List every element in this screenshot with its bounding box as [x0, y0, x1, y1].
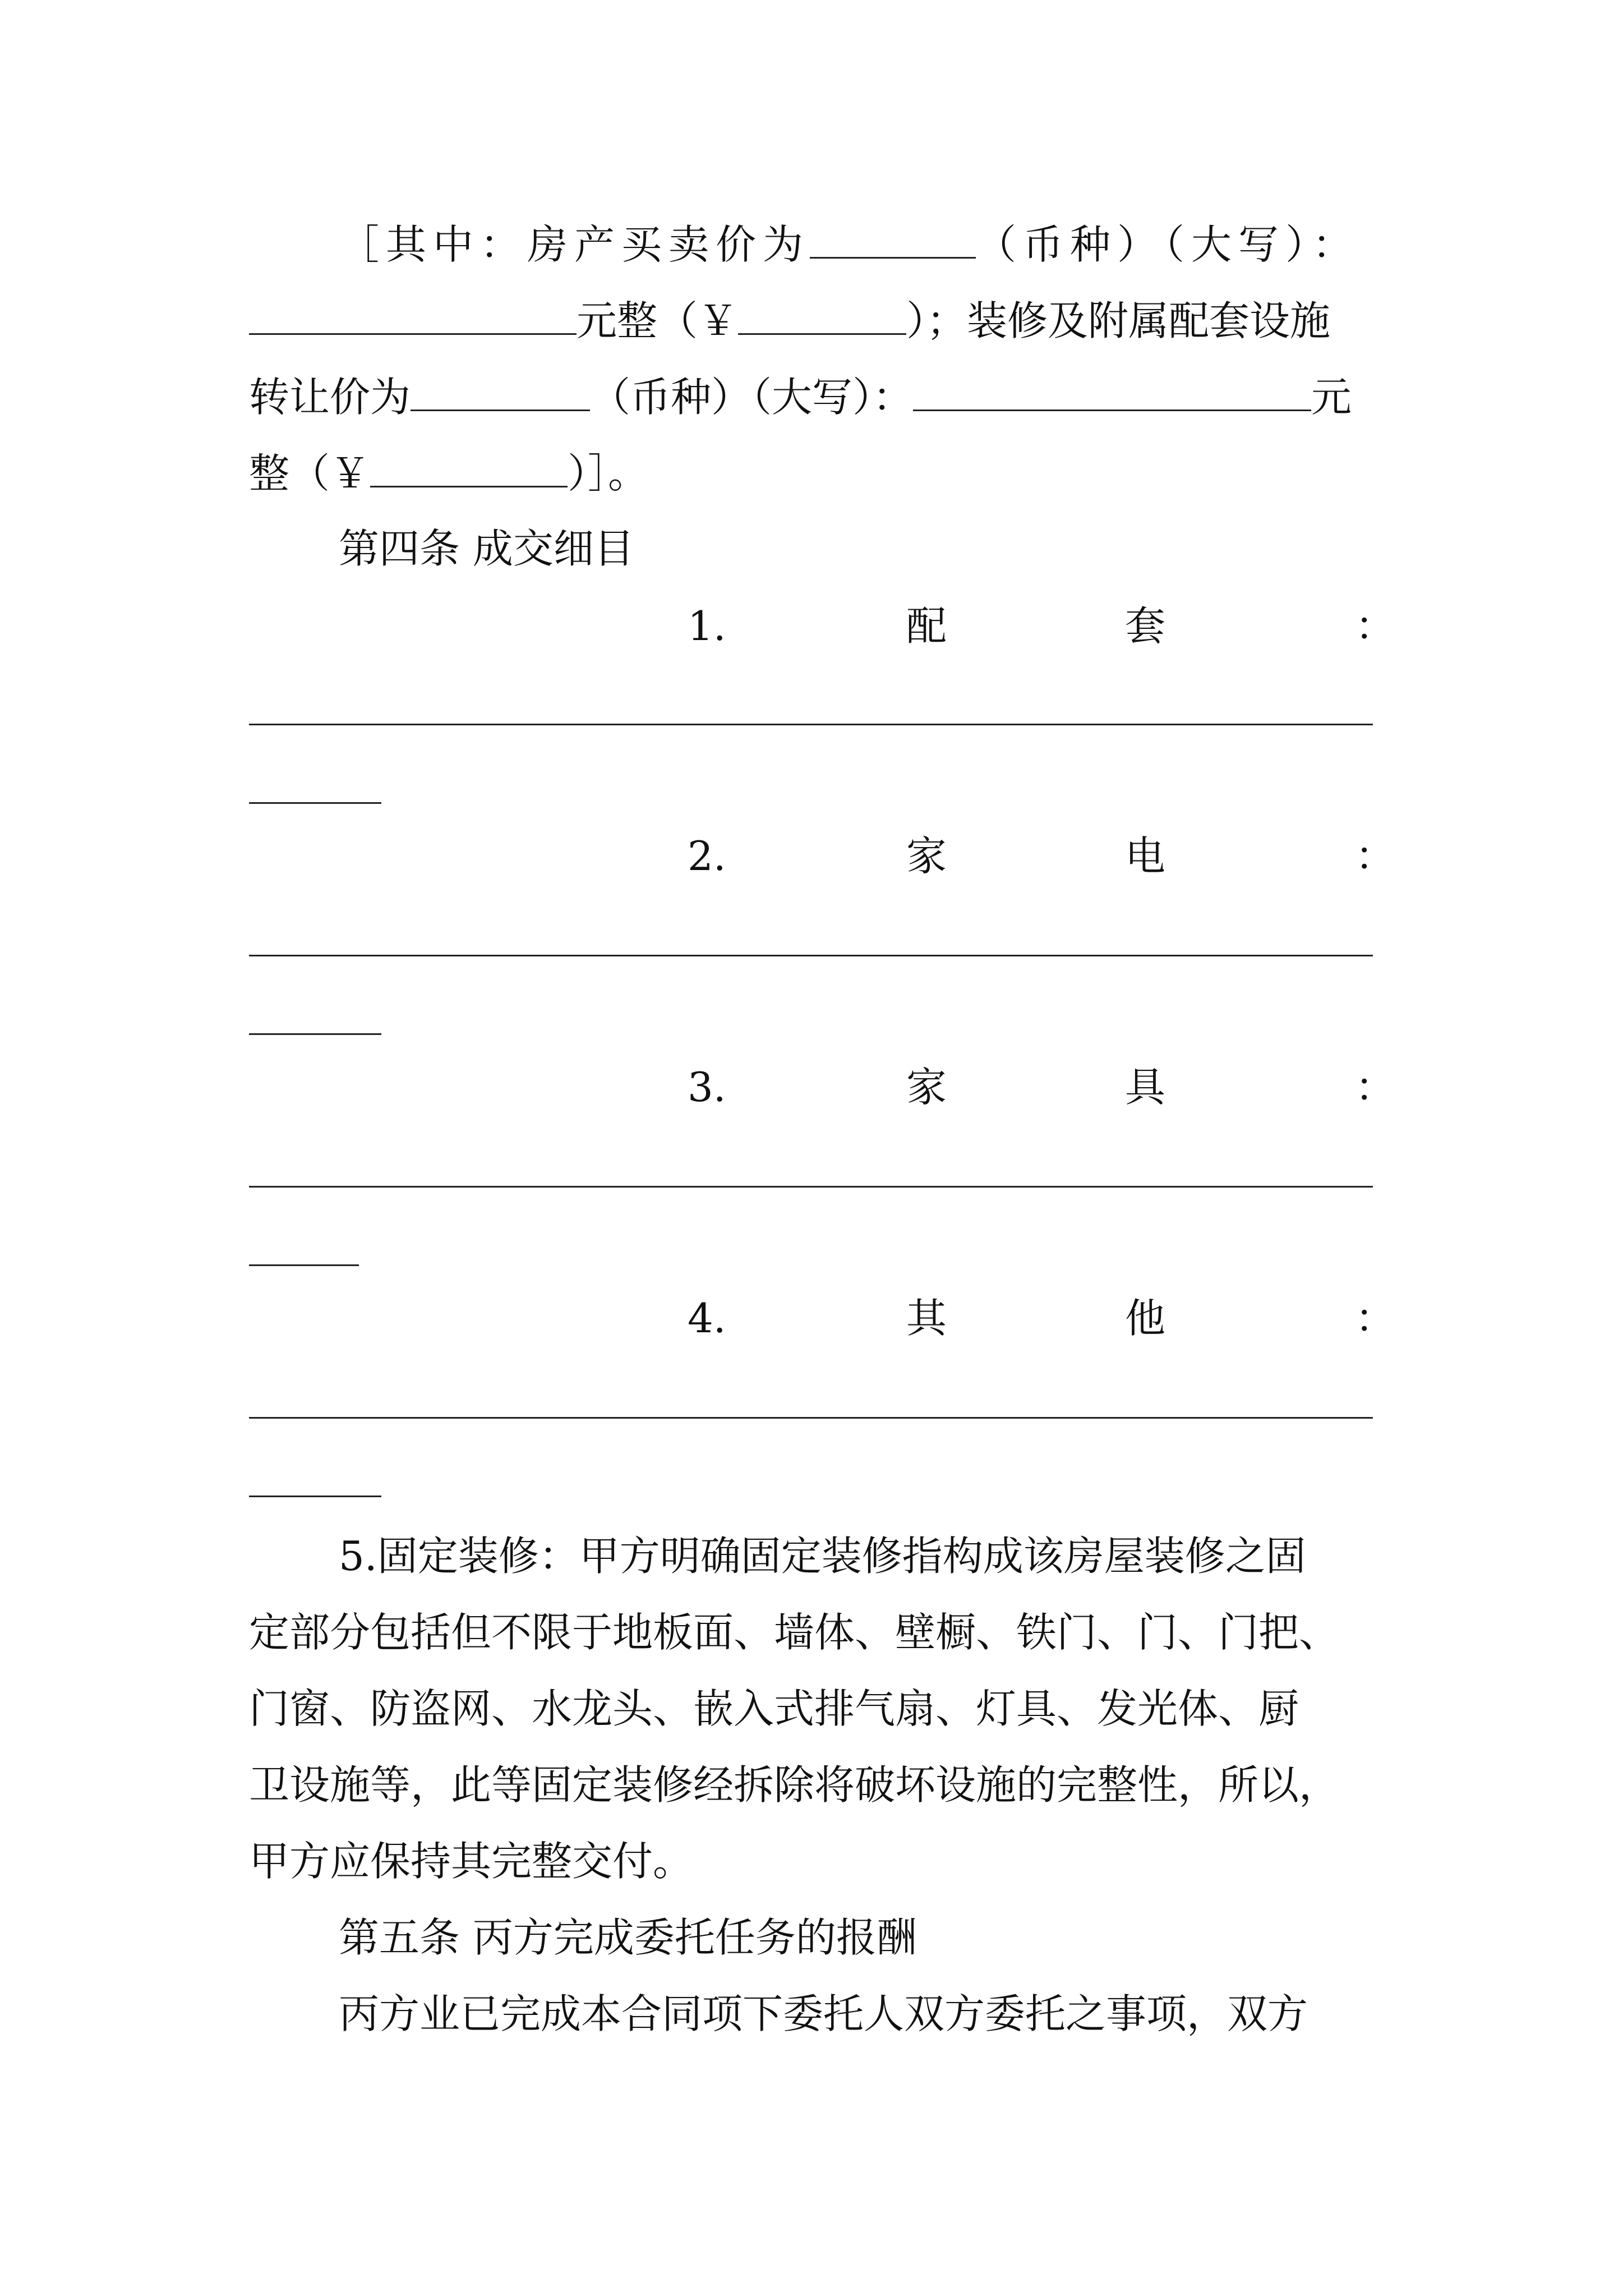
article-5-text: 丙方业已完成本合同项下委托人双方委托之事项，双方	[339, 1990, 1308, 2037]
item-label-char: 配	[906, 602, 947, 650]
item-2-fill-line-end[interactable]	[249, 1033, 381, 1035]
article-5-heading: 第五条 丙方完成委托任务的报酬	[339, 1914, 917, 1961]
fitting-price-number-blank[interactable]	[370, 444, 568, 487]
item-5-line-2: 定部分包括但不限于地板面、墙体、壁橱、铁门、门、门把、	[249, 1609, 1340, 1656]
article-4-heading: 第四条 成交细目	[339, 525, 634, 572]
item-label-char: 电	[1125, 832, 1166, 880]
item-1-fill-line-end[interactable]	[249, 802, 381, 804]
house-price-words-blank[interactable]	[249, 292, 577, 335]
fitting-price-blank[interactable]	[411, 368, 590, 411]
price-clause-line-1: ［其中：房产买卖价为 （币种）（大写）：	[339, 215, 1393, 273]
item-number: 4.	[688, 1295, 726, 1342]
item-number: 1.	[688, 602, 726, 650]
item-5-line-1: 5.固定装修：甲方明确固定装修指构成该房屋装修之固	[339, 1533, 1306, 1580]
item-label-char: 家	[906, 1064, 947, 1111]
item-label-char: 他	[1125, 1295, 1166, 1342]
item-label-char: 套	[1125, 602, 1166, 650]
item-5-line-5: 甲方应保持其完整交付。	[249, 1838, 694, 1885]
item-colon: ：	[1355, 832, 1396, 880]
item-4-fill-line[interactable]	[249, 1417, 1373, 1419]
item-2-fill-line[interactable]	[249, 955, 1373, 956]
house-price-blank[interactable]	[810, 215, 976, 259]
house-price-number-blank[interactable]	[738, 292, 906, 335]
item-label-char: 其	[906, 1295, 947, 1342]
item-label-char: 家	[906, 832, 947, 880]
price-clause-line-4: 整（￥ ）］。	[249, 444, 1393, 501]
item-3-fill-line[interactable]	[249, 1186, 1373, 1188]
item-3-fill-line-end[interactable]	[249, 1264, 359, 1266]
item-number: 2.	[688, 832, 726, 880]
item-colon: ：	[1355, 1295, 1396, 1342]
fitting-price-words-blank[interactable]	[913, 368, 1311, 411]
price-clause-line-3: 转让价为 （币种）（大写）： 元	[249, 368, 1393, 425]
item-5-line-4: 卫设施等，此等固定装修经拆除将破坏设施的完整性，所以，	[249, 1761, 1340, 1809]
item-4-fill-line-end[interactable]	[249, 1496, 381, 1497]
item-1-fill-line[interactable]	[249, 724, 1373, 725]
item-5-line-3: 门窗、防盗网、水龙头、嵌入式排气扇、灯具、发光体、厨	[249, 1685, 1299, 1732]
item-label-char: 具	[1125, 1064, 1166, 1111]
price-clause-line-2: 元整（￥ ）；装修及附属配套设施	[249, 292, 1393, 349]
item-number: 3.	[688, 1064, 726, 1111]
item-colon: ：	[1355, 1064, 1396, 1111]
item-colon: ：	[1355, 602, 1396, 650]
